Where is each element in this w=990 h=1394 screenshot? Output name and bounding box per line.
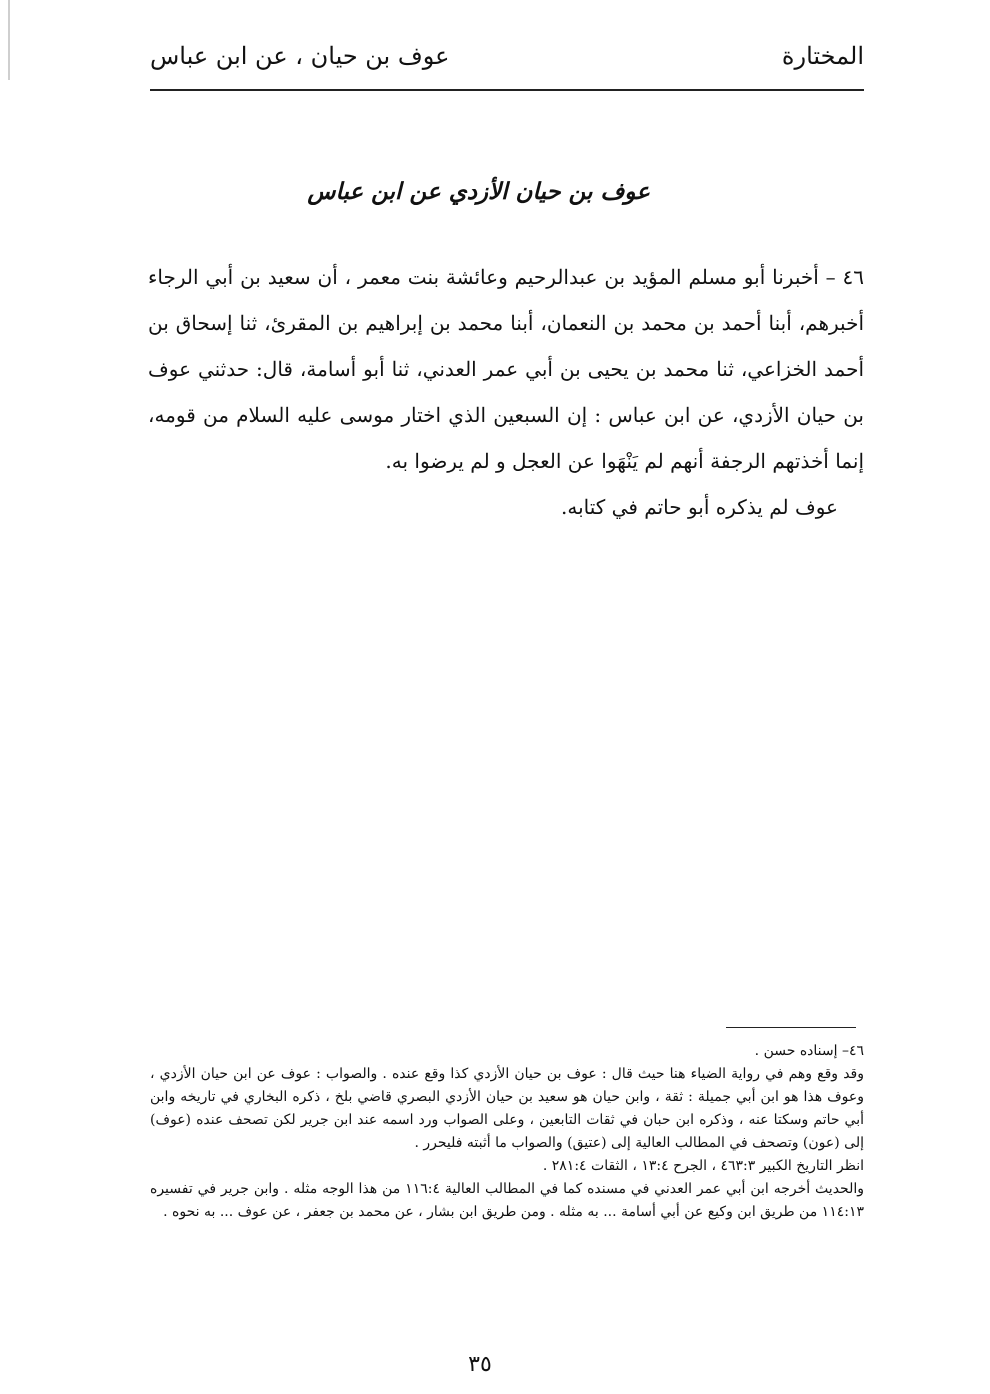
- running-title: عوف بن حيان ، عن ابن عباس: [150, 42, 450, 70]
- footnote-line: والحديث أخرجه ابن أبي عمر العدني في مسنده كما في المطالب العالية ١١٦:٤ من هذا الوجه مثله . وابن جرير في تفسيره ١١٤:١٣ من طريق ابن وكيع عن أبي أسامة ... به مثله . ومن طريق ابن بشار ، عن محمد بن جعفر ، عن عوف ... به نحوه .: [150, 1181, 865, 1220]
- footnote-line: وقد وقع وهم في رواية الضياء هنا حيث قال : عوف بن حيان الأزدي كذا وقع عنده . والصواب : عوف عن ابن حيان الأزدي ، وعوف هذا هو ابن أبي جميلة : ثقة ، وابن حيان هو سعيد بن حيان الأزدي البصري قاضي بلخ ، ذكره البخاري في تاريخه وابن أبي حاتم وسكتا عنه ، وذكره ابن حبان في ثقات التابعين ، وعلى الصواب ورد اسمه عند ابن جرير لكن تصحف عنده (عوف) إلى (عون) وتصحف في المطالب العالية إلى (عتيق) والصواب ما أثبته فليحرر .: [150, 1066, 864, 1151]
- footnote-separator: [726, 1027, 856, 1028]
- hadith-text: [148, 254, 864, 530]
- page-header: [150, 38, 864, 84]
- page-edge-line: [8, 0, 10, 80]
- footnote-line: انظر التاريخ الكبير ٤٦٣:٣ ، الجرح ١٣:٤ ، الثقات ٢٨١:٤ .: [542, 1158, 864, 1174]
- section-title: عوف بن حيان الأزدي عن ابن عباس: [307, 178, 650, 205]
- narrator-note: عوف لم يذكره أبو حاتم في كتابه.: [561, 495, 838, 519]
- book-title: المختارة: [781, 42, 864, 70]
- header-rule: [150, 89, 864, 91]
- page-number: ٣٥: [468, 1352, 492, 1377]
- footnote-line: ٤٦– إسناده حسن .: [754, 1043, 864, 1059]
- footnotes: [150, 1040, 864, 1224]
- hadith-paragraph: ٤٦ – أخبرنا أبو مسلم المؤيد بن عبدالرحيم وعائشة بنت معمر ، أن سعيد بن أبي الرجاء أخبرهم، أبنا أحمد بن محمد بن النعمان، أبنا محمد بن إبراهيم بن المقرئ، ثنا إسحاق بن أحمد الخزاعي، ثنا محمد بن يحيى بن أبي عمر العدني، ثنا أبو أسامة، قال: حدثني عوف بن حيان الأزدي، عن ابن عباس : إن السبعين الذي اختار موسى عليه السلام من قومه، إنما أخذتهم الرجفة أنهم لم يَنْهَوا عن العجل و لم يرضوا به.: [148, 265, 864, 473]
